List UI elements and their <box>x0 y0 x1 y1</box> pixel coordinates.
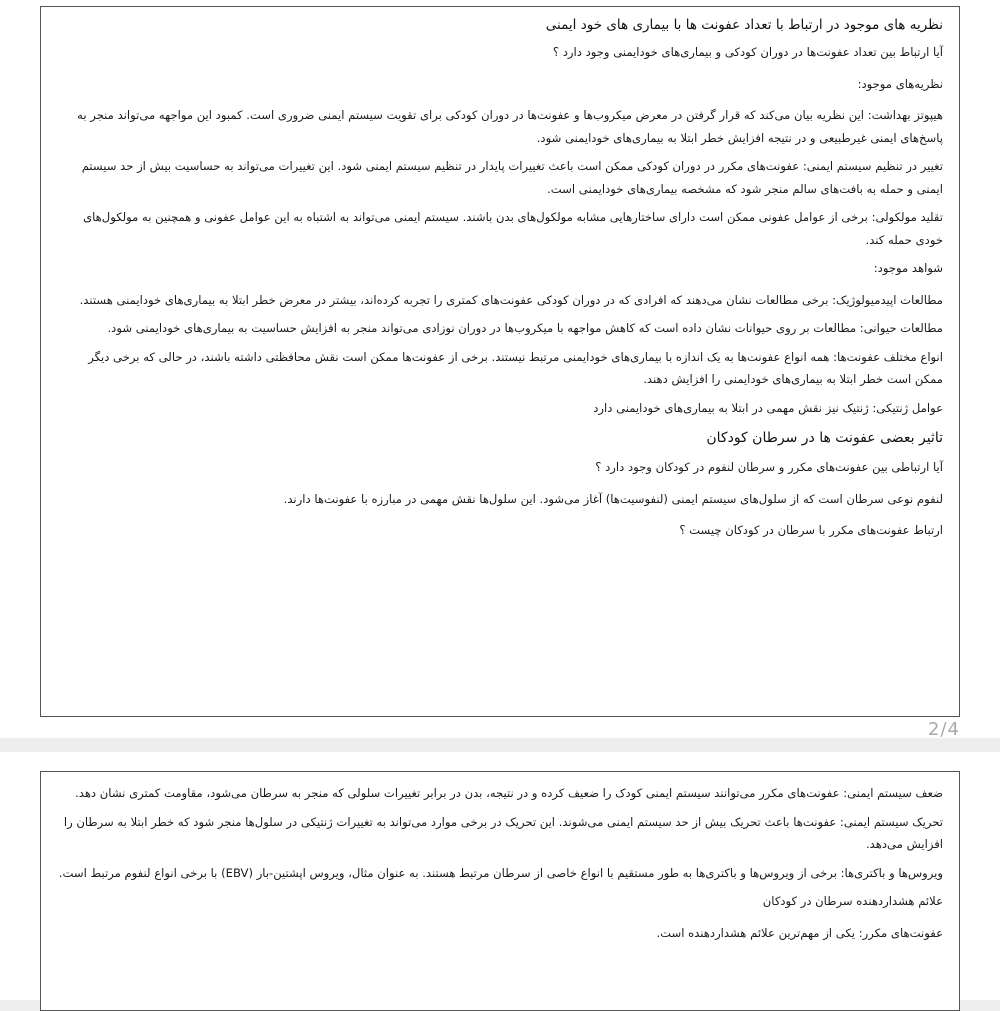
paragraph-hygiene-hypothesis: هیپوتز بهداشت: این نظریه بیان می‌کند که قرار گرفتن در معرض میکروب‌ها و عفونت‌ها در دوران کودکی برای تقویت سیستم ایمنی ضروری است. کمبود این مواجهه می‌تواند منجر به پاسخ‌های ایمنی غیرطبیعی و در نتیجه افزایش خطر ابتلا به بیماری‌های خودایمنی شود. <box>77 108 943 145</box>
paragraph-epidemiology: مطالعات اپیدمیولوژیک: برخی مطالعات نشان می‌دهند که افرادی که در دوران کودکی عفونت‌های کمتری را تجربه کرده‌اند، بیشتر در معرض خطر ابتلا به بیماری‌های خودایمنی هستند. <box>79 292 943 307</box>
page-number: 2/4 <box>928 719 960 740</box>
paragraph-infection-types: انواع مختلف عفونت‌ها: همه انواع عفونت‌ها به یک اندازه با بیماری‌های خودایمنی مرتبط نیستند. برخی از عفونت‌ها ممکن است نقش محافظتی داشته باشند، در حالی که برخی دیگر ممکن است خطر ابتلا به بیماری‌های خودایمنی را افزایش دهند. <box>88 349 943 386</box>
paragraph-lymphoma-definition: لنفوم نوعی سرطان است که از سلول‌های سیستم ایمنی (لنفوسیت‌ها) آغاز می‌شود. این سلول‌ها نقش مهمی در مبارزه با عفونت‌ها دارند. <box>283 491 943 506</box>
page-separator <box>0 738 1000 752</box>
warning-signs-heading: علائم هشداردهنده سرطان در کودکان <box>762 894 943 908</box>
paragraph-immune-regulation: تغییر در تنظیم سیستم ایمنی: عفونت‌های مکرر در دوران کودکی ممکن است باعث تغییرات پایدار در تنظیم سیستم ایمنی شود. این تغییرات می‌تواند به حساسیت بیش از حد سیستم ایمنی و حمله به بافت‌های سالم منجر شود که مشخصه بیماری‌های خودایمنی است. <box>81 159 943 196</box>
evidence-heading: شواهد موجود: <box>873 261 943 275</box>
paragraph-immune-weakness: ضعف سیستم ایمنی: عفونت‌های مکرر می‌توانند سیستم ایمنی کودک را ضعیف کرده و در نتیجه، بدن در برابر تغییرات سلولی که منجر به سرطان می‌شود، مقاومت کمتری نشان دهد. <box>75 786 943 800</box>
question-autoimmune: آیا ارتباط بین تعداد عفونت‌ها در دوران کودکی و بیماری‌های خودایمنی وجود دارد ؟ <box>552 45 943 59</box>
theories-heading: نظریه‌های موجود: <box>857 76 943 91</box>
section-1-title: نظریه های موجود در ارتباط با تعداد عفونت ها با بیماری های خود ایمنی <box>545 17 943 33</box>
paragraph-animal-studies: مطالعات حیوانی: مطالعات بر روی حیوانات نشان داده است که کاهش مواجهه با میکروب‌ها در دوران نوزادی می‌تواند منجر به افزایش حساسیت به بیماری‌های خودایمنی شود. <box>107 321 943 335</box>
paragraph-recurrent-infections: عفونت‌های مکرر: یکی از مهم‌ترین علائم هشداردهنده است. <box>656 925 943 940</box>
section-2-title: تاثیر بعضی عفونت ها در سرطان کودکان <box>706 430 943 446</box>
document-page-2 <box>40 771 960 1011</box>
paragraph-genetics: عوامل ژنتیکی: ژنتیک نیز نقش مهمی در ابتلا به بیماری‌های خودایمنی دارد <box>593 400 943 415</box>
question-cancer-link: ارتباط عفونت‌های مکرر با سرطان در کودکان چیست ؟ <box>679 523 943 537</box>
paragraph-immune-stimulation: تحریک سیستم ایمنی: عفونت‌ها باعث تحریک بیش از حد سیستم ایمنی می‌شوند. این تحریک در برخی موارد می‌تواند به تغییرات ژنتیکی در سلول‌ها منجر شود که خطر ابتلا به سرطان را افزایش می‌دهد. <box>63 814 943 851</box>
question-lymphoma: آیا ارتباطی بین عفونت‌های مکرر و سرطان لنفوم در کودکان وجود دارد ؟ <box>595 460 943 474</box>
document-page-1 <box>40 6 960 717</box>
paragraph-molecular-mimicry: تقلید مولکولی: برخی از عوامل عفونی ممکن است دارای ساختارهایی مشابه مولکول‌های بدن باشند. سیستم ایمنی می‌تواند به اشتباه به این عوامل عفونی و همچنین به مولکول‌های خودی حمله کند. <box>83 210 943 247</box>
paragraph-viruses-bacteria: ویروس‌ها و باکتری‌ها: برخی از ویروس‌ها و باکتری‌ها به طور مستقیم با انواع خاصی از سرطان مرتبط هستند. به عنوان مثال، ویروس اپشتین-بار (EBV) با برخی انواع لنفوم مرتبط است. <box>58 865 943 880</box>
